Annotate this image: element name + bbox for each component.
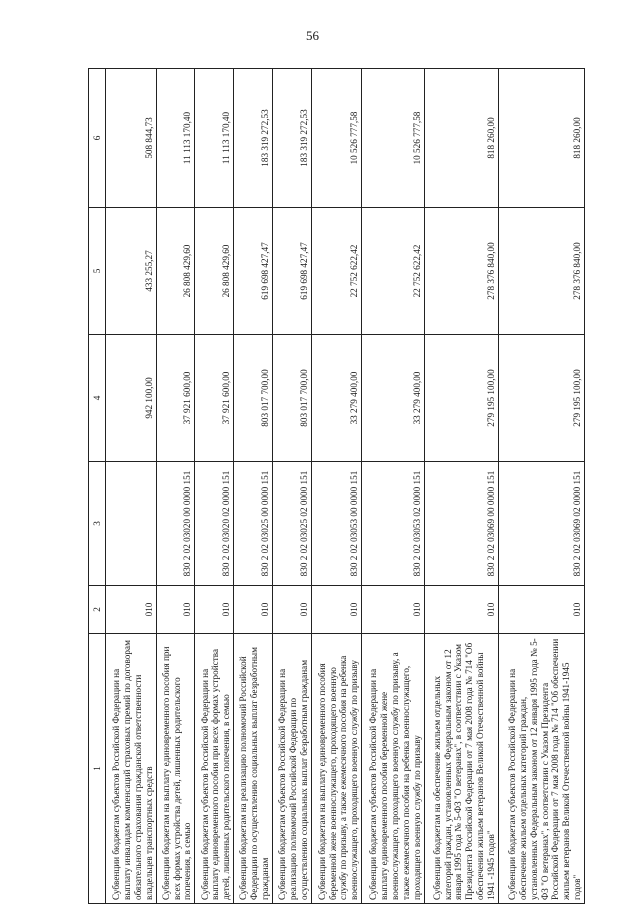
row-budget-code: 830 2 02 03020 00 0000 151: [156, 462, 195, 586]
row-amount-approved: 33 279 400,00: [311, 335, 362, 462]
row-description: Субвенции бюджетам на выплату единовременного пособия беременной жене военнослужащего, проходящего военную службу по призыву, а также ежемесячного пособия на ребенка военнослужащего, проходящего военную службу по призыву: [311, 634, 362, 904]
row-amount-approved: 279 195 100,00: [498, 335, 584, 462]
row-amount-remaining: 508 844,73: [106, 69, 157, 208]
row-amount-approved: 803 017 700,00: [234, 335, 273, 462]
row-amount-approved: 37 921 600,00: [195, 335, 234, 462]
row-amount-remaining: 11 113 170,40: [156, 69, 195, 208]
column-header: 1: [89, 634, 106, 904]
table-row: [498, 69, 584, 904]
row-amount-remaining: 10 526 777,58: [311, 69, 362, 208]
row-budget-code: 830 2 02 03025 00 0000 151: [234, 462, 273, 586]
rotated-table-container: [88, 69, 585, 904]
row-amount-approved: 803 017 700,00: [272, 335, 311, 462]
row-amount-executed: 22 752 622,42: [362, 208, 424, 335]
row-code: 010: [498, 586, 584, 634]
row-amount-executed: 26 808 429,60: [156, 208, 195, 335]
row-amount-remaining: 818 260,00: [424, 69, 498, 208]
row-budget-code: 830 2 02 03069 02 0000 151: [498, 462, 584, 586]
column-header: 5: [89, 208, 106, 335]
budget-table: [88, 68, 585, 904]
table-row: [362, 69, 424, 904]
row-budget-code: 830 2 02 03053 00 0000 151: [311, 462, 362, 586]
row-code: 010: [106, 586, 157, 634]
page-number: 56: [306, 28, 319, 43]
row-amount-approved: 33 279 400,00: [362, 335, 424, 462]
column-header: 2: [89, 586, 106, 634]
row-amount-executed: 433 255,27: [106, 208, 157, 335]
row-budget-code: [106, 462, 157, 586]
row-code: 010: [424, 586, 498, 634]
row-amount-remaining: 183 319 272,53: [272, 69, 311, 208]
row-amount-executed: 619 698 427,47: [234, 208, 273, 335]
row-description: Субвенции бюджетам субъектов Российской Федерации на обеспечение жильем отдельных категорий граждан, установленных Федеральным законом от 12 января 1995 года № 5-ФЗ "О ветеранах", в соответствии с Указом Президента Российской Федерации от 7 мая 2008 года № 714 "Об обеспечении жильем ветеранов Великой Отечественной войны 1941-1945 годов": [498, 634, 584, 904]
table-row: [311, 69, 362, 904]
row-code: 010: [195, 586, 234, 634]
table-row: [195, 69, 234, 904]
row-amount-remaining: 11 113 170,40: [195, 69, 234, 208]
row-description: Субвенции бюджетам на реализацию полномочий Российской Федерации по осуществлению социальных выплат безработным гражданам: [234, 634, 273, 904]
row-amount-approved: 942 100,00: [106, 335, 157, 462]
row-amount-approved: 279 195 100,00: [424, 335, 498, 462]
column-header: 6: [89, 69, 106, 208]
row-budget-code: 830 2 02 03069 00 0000 151: [424, 462, 498, 586]
row-code: 010: [311, 586, 362, 634]
row-description: Субвенции бюджетам субъектов Российской Федерации на выплату единовременного пособия при всех формах устройства детей, лишенных родительского попечения, в семью: [195, 634, 234, 904]
table-row: [272, 69, 311, 904]
row-description: Субвенции бюджетам на выплату единовременного пособия при всех формах устройства детей, лишенных родительского попечения, в семью: [156, 634, 195, 904]
row-amount-remaining: 10 526 777,58: [362, 69, 424, 208]
row-code: 010: [362, 586, 424, 634]
row-amount-approved: 37 921 600,00: [156, 335, 195, 462]
row-amount-executed: 278 376 840,00: [498, 208, 584, 335]
row-budget-code: 830 2 02 03025 02 0000 151: [272, 462, 311, 586]
row-description: Субвенции бюджетам субъектов Российской Федерации на реализацию полномочий Российской Федерации по осуществлению социальных выплат безработным гражданам: [272, 634, 311, 904]
row-amount-executed: 22 752 622,42: [311, 208, 362, 335]
column-header: 4: [89, 335, 106, 462]
table-row: [156, 69, 195, 904]
row-budget-code: 830 2 02 03020 02 0000 151: [195, 462, 234, 586]
row-amount-executed: 619 698 427,47: [272, 208, 311, 335]
column-header: 3: [89, 462, 106, 586]
row-description: Субвенции бюджетам субъектов Российской Федерации на выплату единовременного пособия беременной жене военнослужащего, проходящего военную службу по призыву, а также ежемесячного пособия на ребенка военнослужащего, проходящего военную службу по призыву: [362, 634, 424, 904]
row-description: Субвенции бюджетам на обеспечение жильем отдельных категорий граждан, установленных Федеральным законом от 12 января 1995 года № 5-ФЗ "О ветеранах", в соответствии с Указом Президента Российской Федерации от 7 мая 2008 года № 714 "Об обеспечении жильем ветеранов Великой Отечественной войны 1941 -1945 годов": [424, 634, 498, 904]
header-row: [89, 69, 106, 904]
row-code: 010: [234, 586, 273, 634]
row-amount-remaining: 183 319 272,53: [234, 69, 273, 208]
table-row: [424, 69, 498, 904]
row-budget-code: 830 2 02 03053 02 0000 151: [362, 462, 424, 586]
row-description: Субвенции бюджетам субъектов Российской Федерации на выплату инвалидам компенсаций страховых премий по договорам обязательного страхования гражданской ответственности владельцев транспортных средств: [106, 634, 157, 904]
row-amount-executed: 26 808 429,60: [195, 208, 234, 335]
table-row: [234, 69, 273, 904]
row-code: 010: [156, 586, 195, 634]
row-code: 010: [272, 586, 311, 634]
row-amount-executed: 278 376 840,00: [424, 208, 498, 335]
row-amount-remaining: 818 260,00: [498, 69, 584, 208]
table-row: [106, 69, 157, 904]
